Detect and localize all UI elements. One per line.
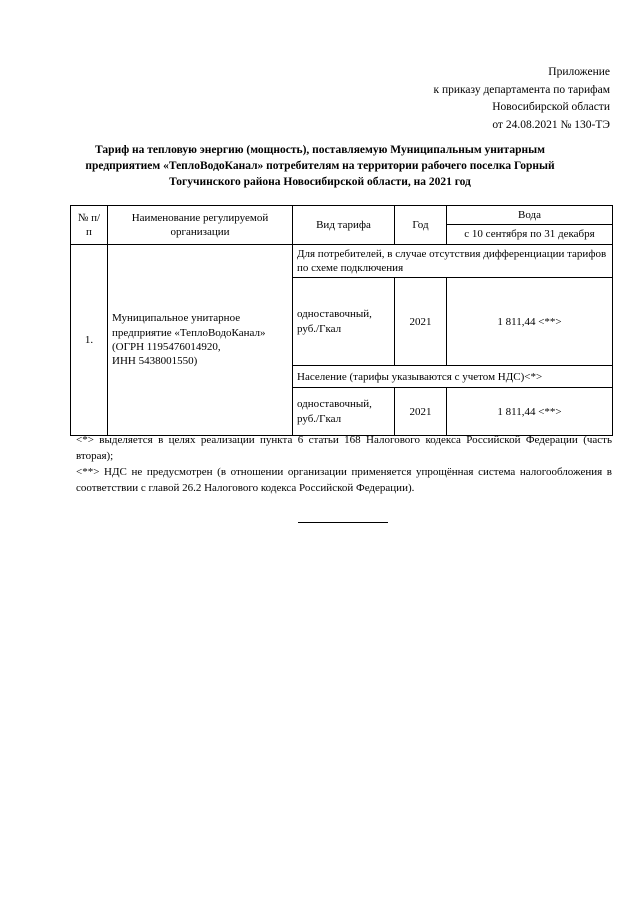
section-year: 2021 xyxy=(395,278,447,366)
end-divider xyxy=(298,522,388,523)
header-tariff-type: Вид тарифа xyxy=(293,206,395,245)
header-period: с 10 сентября по 31 декабря xyxy=(447,225,613,244)
title-line-1: Тариф на тепловую энергию (мощность), поставляемую Муниципальным унитарным xyxy=(95,144,545,156)
header-year: Год xyxy=(395,206,447,245)
section-tariff-type: одноставочный, руб./Гкал xyxy=(293,278,395,366)
section-label: Для потребителей, в случае отсутствия дифференциации тарифов по схеме подключения xyxy=(293,244,613,278)
header-num: № п/п xyxy=(71,206,108,245)
title-line-3: Тогучинского района Новосибирской области, на 2021 год xyxy=(169,176,471,188)
org-ogrn: (ОГРН 1195476014920, xyxy=(112,340,221,353)
org-name: Муниципальное унитарное предприятие «ТеплоВодоКанал» xyxy=(112,312,266,339)
section-value: 1 811,44 <**> xyxy=(447,388,613,436)
section-tariff-type: одноставочный, руб./Гкал xyxy=(293,388,395,436)
document-title xyxy=(60,142,580,190)
appendix-line-4: от 24.08.2021 № 130-ТЭ xyxy=(492,118,610,131)
org-inn: ИНН 5438001550) xyxy=(112,355,198,368)
appendix-line-1: Приложение xyxy=(548,66,610,78)
header-water: Вода xyxy=(447,206,613,225)
footnote-1: <*> выделяется в целях реализации пункта 6 статьи 168 Налогового кодекса Российской Федерации (часть вторая); xyxy=(76,434,612,462)
tariff-table xyxy=(70,205,613,436)
section-year: 2021 xyxy=(395,388,447,436)
appendix-line-2: к приказу департамента по тарифам xyxy=(433,83,610,96)
footnotes xyxy=(76,432,612,496)
appendix-line-3: Новосибирской области xyxy=(492,101,610,113)
row-num: 1. xyxy=(71,244,108,436)
section-value: 1 811,44 <**> xyxy=(447,278,613,366)
appendix-header xyxy=(433,64,610,134)
header-org: Наименование регулируемой организации xyxy=(108,206,293,245)
title-line-2: предприятием «ТеплоВодоКанал» потребителям на территории рабочего поселка Горный xyxy=(85,160,555,172)
row-org xyxy=(108,244,293,436)
footnote-2: <**> НДС не предусмотрен (в отношении организации применяется упрощённая система налогообложения в соответствии с главой 26.2 Налогового кодекса Российской Федерации). xyxy=(76,466,612,494)
section-label: Население (тарифы указываются с учетом НДС)<*> xyxy=(293,366,613,388)
